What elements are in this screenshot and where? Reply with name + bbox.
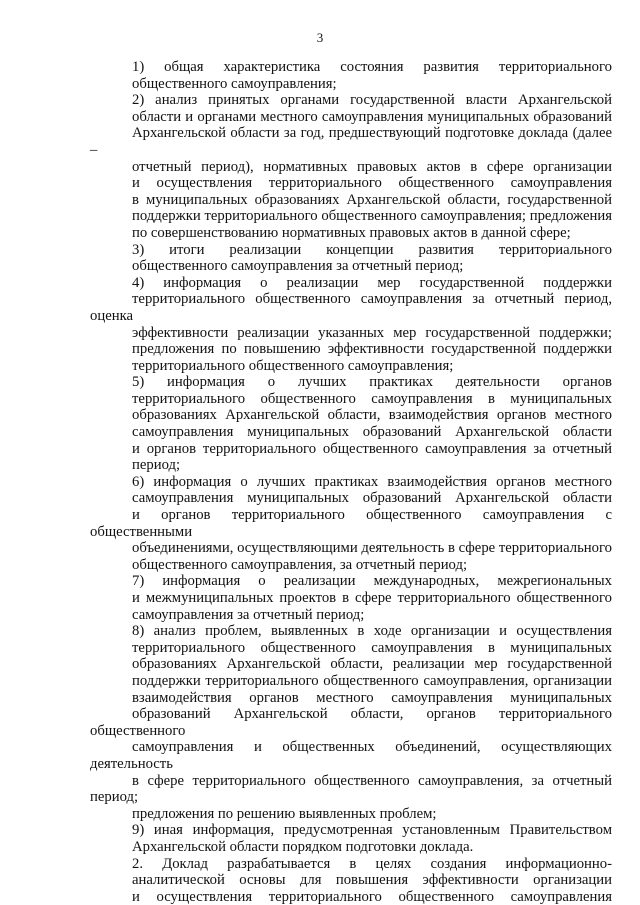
text-line: самоуправления за отчетный период; xyxy=(132,606,365,623)
paragraph xyxy=(90,92,612,241)
text-line: по совершенствованию нормативных правовых актов в данной сфере; xyxy=(132,224,571,241)
text-line: взаимодействия органов местного самоуправления муниципальных xyxy=(132,689,612,706)
paragraph xyxy=(90,573,612,623)
text-line: предложения по решению выявленных проблем; xyxy=(132,805,437,822)
text-line: самоуправления и общественных объединений, осуществляющих деятельность xyxy=(90,739,612,772)
text-line: 2) анализ принятых органами государственной власти Архангельской xyxy=(132,92,612,109)
paragraph xyxy=(90,623,612,822)
text-line: 3) итоги реализации концепции развития территориального xyxy=(132,241,612,258)
text-line: аналитической основы для повышения эффективности организации xyxy=(132,872,612,889)
text-line: общественного самоуправления; xyxy=(132,75,337,92)
text-line: 4) информация о реализации мер государственной поддержки xyxy=(132,274,612,291)
paragraph xyxy=(90,275,612,375)
text-line: образованиях Архангельской области, реализации мер государственной xyxy=(132,656,612,673)
text-line: самоуправления муниципальных образований Архангельской области xyxy=(132,490,612,507)
text-line: общественного самоуправления за отчетный период; xyxy=(132,258,464,275)
text-line: общественного самоуправления, за отчетный период; xyxy=(132,556,468,573)
text-line: территориального общественного самоуправления за отчетный период, оценка xyxy=(90,291,612,324)
paragraph xyxy=(90,59,612,92)
text-line: в муниципальных образованиях Архангельской области, государственной xyxy=(132,191,612,208)
text-line: образованиях Архангельской области, взаимодействия органов местного xyxy=(132,407,612,424)
paragraph xyxy=(90,856,612,905)
page-number: 3 xyxy=(316,30,324,45)
document-body xyxy=(90,59,612,905)
text-line: территориального общественного самоуправления; xyxy=(132,357,454,374)
text-line: самоуправления муниципальных образований Архангельской области xyxy=(132,424,612,441)
text-line: поддержки территориального общественного самоуправления, организации xyxy=(132,672,612,689)
text-line: Архангельской области порядком подготовки доклада. xyxy=(132,838,474,855)
text-line: предложения по повышению эффективности государственной поддержки xyxy=(132,341,612,358)
paragraph xyxy=(90,242,612,275)
text-line: 5) информация о лучших практиках деятельности органов xyxy=(132,374,612,391)
text-line: эффективности реализации указанных мер государственной поддержки; xyxy=(132,324,612,341)
text-line: и осуществления территориального общественного самоуправления xyxy=(132,175,612,192)
text-line: 6) информация о лучших практиках взаимодействия органов местного xyxy=(132,473,612,490)
text-line: 2. Доклад разрабатывается в целях создания информационно- xyxy=(132,855,612,872)
text-line: и органов территориального общественного самоуправления с общественными xyxy=(90,507,612,540)
text-line: и органов территориального общественного самоуправления за отчетный xyxy=(132,440,612,457)
text-line: 7) информация о реализации международных, межрегиональных xyxy=(132,573,612,590)
text-line: 8) анализ проблем, выявленных в ходе организации и осуществления xyxy=(132,623,612,640)
text-line: области и органами местного самоуправления муниципальных образований xyxy=(132,108,612,125)
text-line: территориального общественного самоуправления в муниципальных xyxy=(132,639,612,656)
text-line: отчетный период), нормативных правовых актов в сфере организации xyxy=(132,158,612,175)
text-line: 1) общая характеристика состояния развития территориального xyxy=(132,59,612,75)
text-line: образований Архангельской области, органов территориального общественного xyxy=(90,706,612,739)
paragraph xyxy=(90,822,612,855)
paragraph xyxy=(90,374,612,474)
text-line: поддержки территориального общественного самоуправления; предложения xyxy=(132,208,612,225)
text-line: в сфере территориального общественного самоуправления, за отчетный период; xyxy=(90,772,612,806)
text-line: 9) иная информация, предусмотренная установленным Правительством xyxy=(132,822,612,839)
text-line: период; xyxy=(132,457,181,474)
text-line: и межмуниципальных проектов в сфере территориального общественного xyxy=(132,590,612,606)
text-line: территориального общественного самоуправления в муниципальных xyxy=(132,390,612,407)
paragraph xyxy=(90,474,612,574)
text-line: и осуществления территориального общественного самоуправления xyxy=(132,888,612,905)
text-line: объединениями, осуществляющими деятельность в сфере территориального xyxy=(132,540,612,557)
text-line: Архангельской области за год, предшествующий подготовке доклада (далее – xyxy=(90,125,612,158)
